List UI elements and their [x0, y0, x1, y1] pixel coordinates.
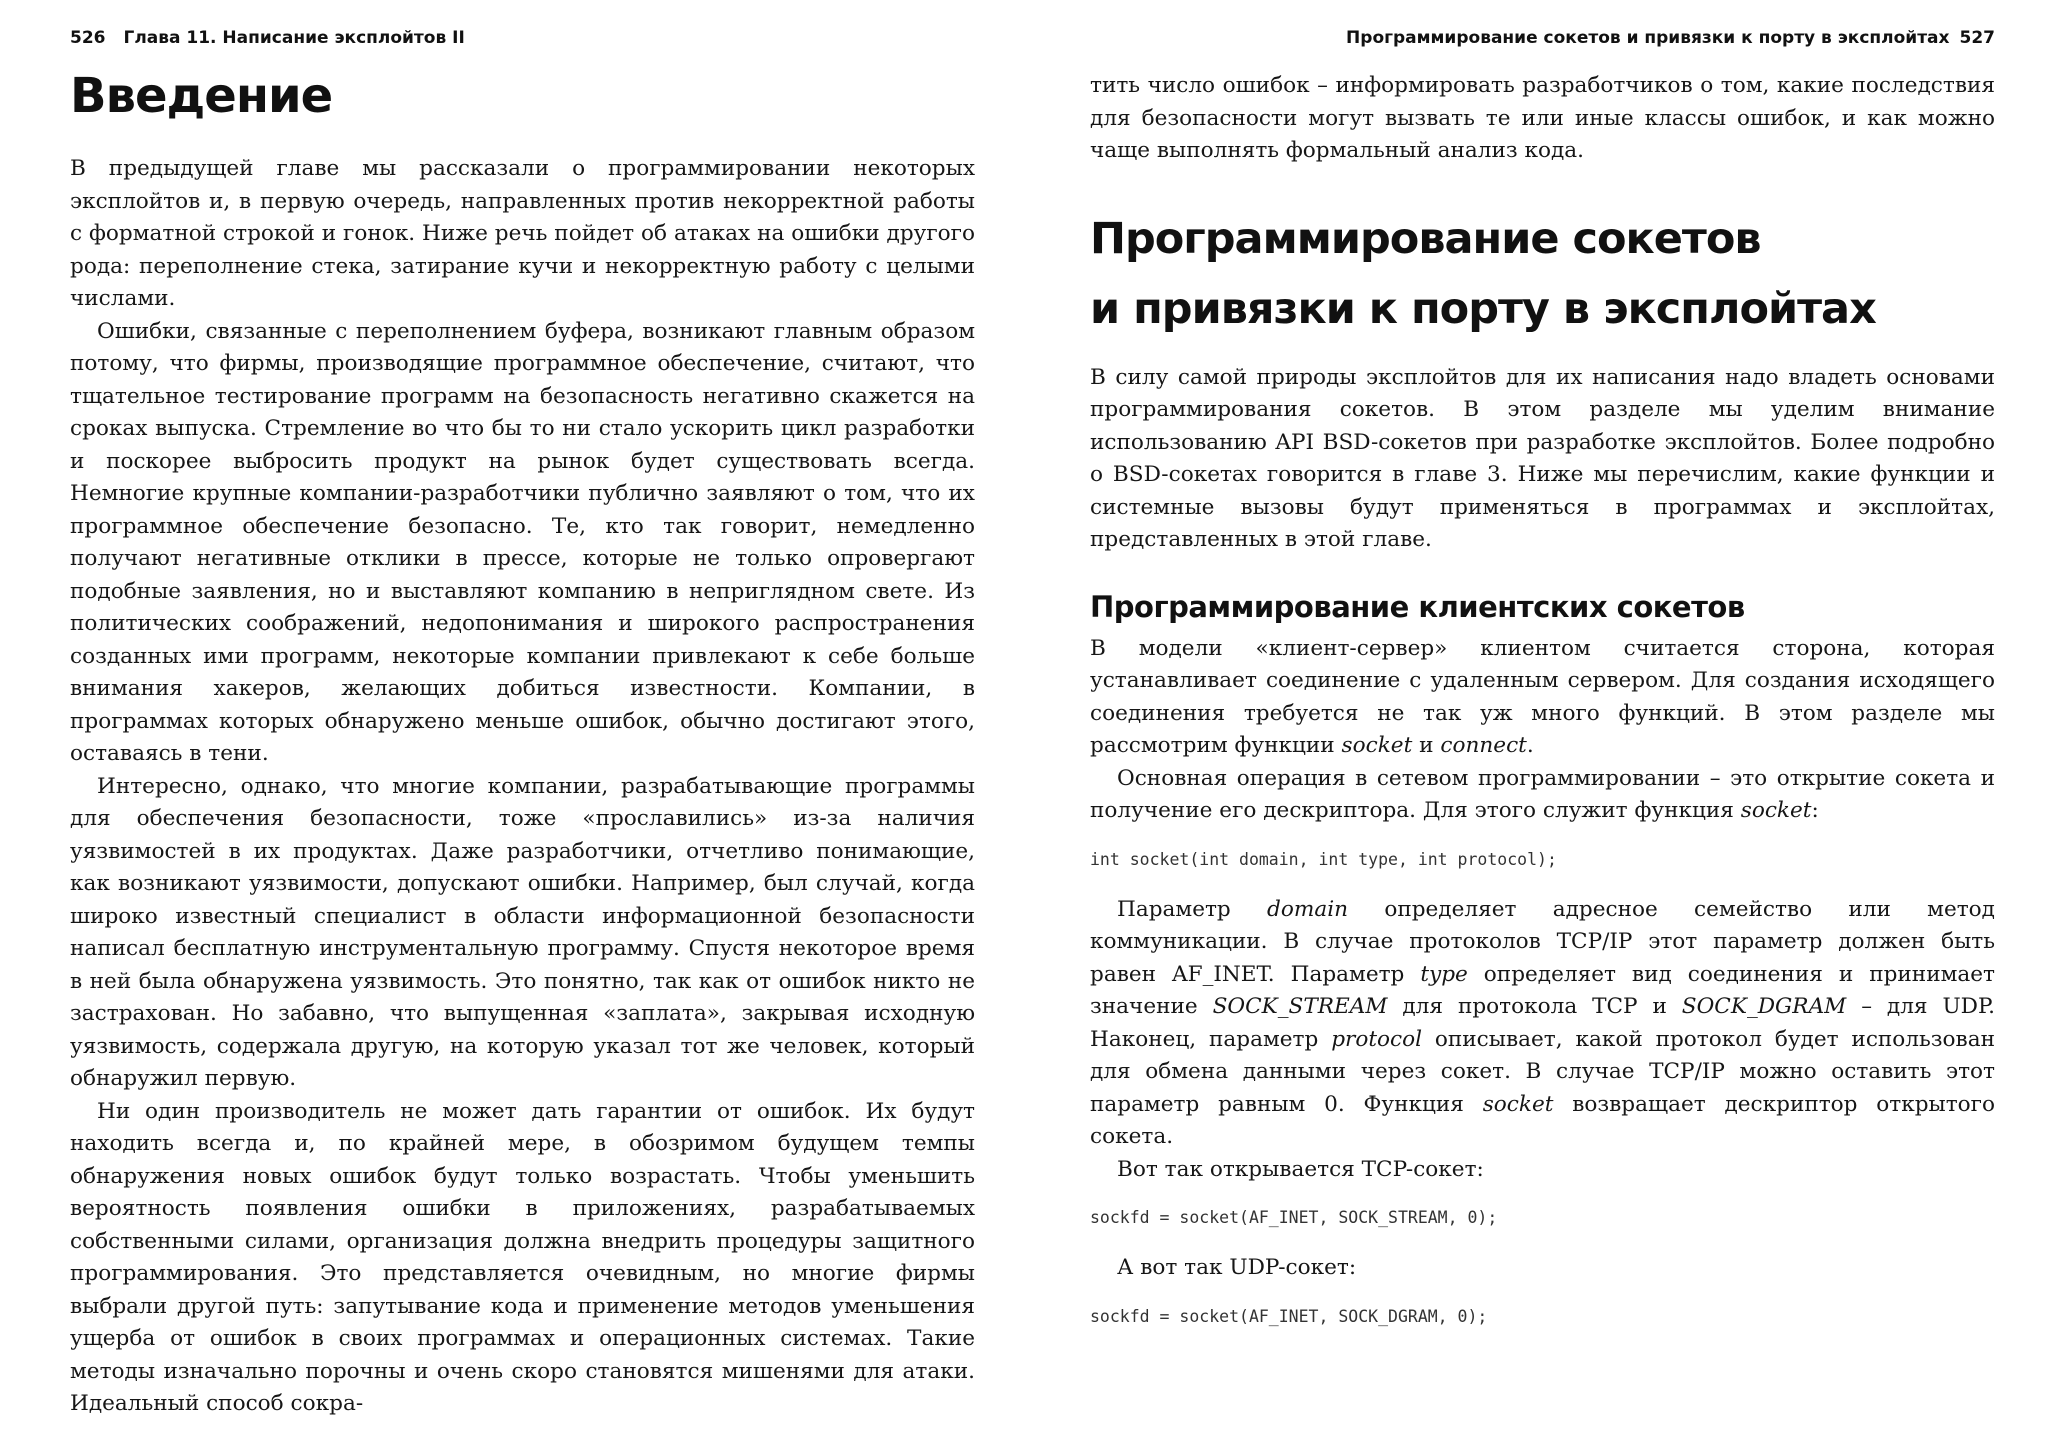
running-head-right-title: Программирование сокетов и привязки к порту в эксплойтах — [1346, 28, 1950, 48]
intro-paragraph-2: Ошибки, связанные с переполнением буфера, возникают главным образом потому, что фирмы, производящие программное обеспечение, считают, что тщательное тестирование программ на безопасность негативно скажется на сроках выпуска. Стремление во что бы то ни стало ускорить цикл разработки и поскорее выбросить продукт на рынок будет существовать всегда. Немногие крупные компании-разработчики публично заявляют о том, что их программное обеспечение безопасно. Те, кто так говорит, немедленно получают негативные отклики в прессе, которые не только опровергают подобные заявления, но и выставляют компанию в неприглядном свете. Из политических соображений, недопонимания и широкого распространения созданных ими программ, некоторые компании привлекают к себе больше внимания хакеров, желающих добиться известности. Компании, в программах которых обнаружено меньше ошибок, обычно достигают этого, оставаясь в тени. — [70, 318, 975, 766]
right-page — [1090, 0, 1995, 1447]
code-udp-socket: sockfd = socket(AF_INET, SOCK_DGRAM, 0); — [1090, 1306, 1488, 1326]
left-page — [70, 0, 975, 1447]
running-head-right — [1090, 28, 1995, 58]
code-socket-prototype: int socket(int domain, int type, int protocol); — [1090, 849, 1557, 869]
intro-paragraph-4: Ни один производитель не может дать гарантии от ошибок. Их будут находить всегда и, по крайней мере, в обозримом будущем темпы обнаружения новых ошибок будут только возрастать. Чтобы уменьшить вероятность появления ошибки в приложениях, разрабатываемых собственными силами, организация должна внедрить процедуры защитного программирования. Это представляется очевидным, но многие фирмы выбрали другой путь: запутывание кода и применение методов уменьшения ущерба от ошибок в своих программах и операционных системах. Такие методы изначально порочны и очень скоро становятся мишенями для атаки. Идеальный способ сокра- — [70, 1098, 975, 1416]
section-heading-line-1: Программирование сокетов — [1090, 213, 1761, 264]
term-connect: connect — [1440, 733, 1527, 758]
term-socket-2: socket — [1740, 798, 1812, 823]
page-number-left: 526 — [70, 28, 106, 48]
code-tcp-socket: sockfd = socket(AF_INET, SOCK_STREAM, 0); — [1090, 1208, 1498, 1227]
section-heading — [1090, 204, 1995, 344]
intro-paragraph-3: Интересно, однако, что многие компании, разрабатывающие программы для обеспечения безопасности, тоже «прославились» из-за наличия уязвимостей в их продуктах. Даже разработчики, отчетливо понимающие, как возникают уязвимости, допускают ошибки. Например, был случай, когда широко известный специалист в области информационной безопасности написал бесплатную инструментальную программу. Спустя некоторое время в ней была обнаружена уязвимость. Это понятно, так как от ошибок никто не застрахован. Но забавно, что выпущенная «заплата», закрывая исходную уязвимость, содержала другую, на которую указал тот же человек, который обнаружил первую. — [70, 773, 975, 1091]
page-number-right: 527 — [1959, 28, 1995, 48]
params-paragraph: Параметр domain определяет адресное семейство или метод коммуникации. В случае протоколов TCP/IP этот параметр должен быть равен AF_INET. Параметр type определяет вид соединения и принимает значение SOCK_STREAM для протокола TCP и SOCK_DGRAM – для UDP. Наконец, параметр protocol описывает, какой протокол будет использован для обмена данными через сокет. В случае TCP/IP можно оставить этот параметр равным 0. Функция socket возвращает дескриптор открытого сокета. — [1090, 896, 1995, 1149]
client-paragraph-2: Основная операция в сетевом программировании – это открытие сокета и получение его дескриптора. Для этого служит функция socket: — [1090, 765, 1995, 823]
section-paragraph: В силу самой природы эксплойтов для их написания надо владеть основами программирования сокетов. В этом разделе мы уделим внимание использованию API BSD-сокетов при разработке эксплойтов. Более подробно о BSD-сокетах говорится в главе 3. Ниже мы перечислим, какие функции и системные вызовы будут применяться в программах и эксплойтах, представленных в этой главе. — [1090, 364, 1995, 552]
client-paragraph-1: В модели «клиент-сервер» клиентом считается сторона, которая устанавливает соединение с удаленным сервером. Для создания исходящего соединения требуется не так уж много функций. В этом разделе мы рассмотрим функции socket и connect. — [1090, 635, 1995, 758]
subsection-heading: Программирование клиентских сокетов — [1090, 589, 1745, 624]
intro-paragraph-1: В предыдущей главе мы рассказали о программировании некоторых эксплойтов и, в первую очередь, направленных против некорректной работы с форматной строкой и гонок. Ниже речь пойдет об атаках на ошибки другого рода: переполнение стека, затирание кучи и некорректную работу с целыми числами. — [70, 156, 975, 311]
term-socket: socket — [1341, 733, 1413, 758]
running-head-left — [70, 28, 975, 58]
continuation-paragraph: тить число ошибок – информировать разработчиков о том, какие последствия для безопасности могут вызвать те или иные классы ошибок, и как можно чаще выполнять формальный анализ кода. — [1090, 73, 1995, 163]
udp-socket-intro: А вот так UDP-сокет: — [1117, 1255, 1357, 1280]
running-head-left-title: Глава 11. Написание эксплойтов II — [123, 28, 465, 48]
left-page-body — [70, 66, 975, 1421]
chapter-heading: Введение — [70, 68, 333, 124]
right-page-body — [1090, 70, 1995, 1329]
tcp-socket-intro: Вот так открывается TCP-сокет: — [1117, 1156, 1484, 1182]
section-heading-line-2: и привязки к порту в эксплойтах — [1090, 283, 1876, 334]
